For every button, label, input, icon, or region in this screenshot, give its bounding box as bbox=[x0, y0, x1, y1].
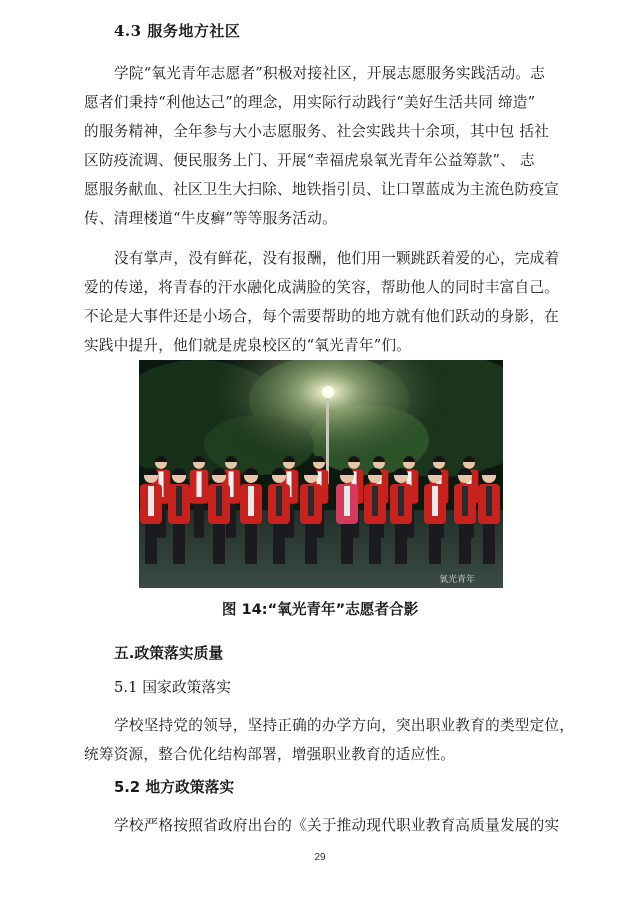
photo-watermark: 氧光青年 bbox=[439, 575, 476, 585]
paragraph-line: 的服务精神，全年参与大小志愿服务、社会实践共十余项，其中包 括社 bbox=[84, 123, 550, 140]
paragraph-line: 没有掌声，没有鲜花，没有报酬，他们用一颗跳跃着爱的心，完成着 bbox=[114, 250, 560, 267]
paragraph-line: 实践中提升，他们就是虎泉校区的“氧光青年”们。 bbox=[84, 337, 412, 354]
section-heading-5: 五.政策落实质量 bbox=[114, 645, 224, 662]
figure-caption: 图 14:“氧光青年”志愿者合影 bbox=[221, 601, 419, 618]
section-heading-4-3: 4.3 服务地方社区 bbox=[114, 22, 241, 40]
paragraph-line: 愿者们秉持“利他达己”的理念，用实际行动践行“美好生活共同 缔造” bbox=[84, 94, 536, 111]
paragraph-line: 学校坚持党的领导，坚持正确的办学方向，突出职业教育的类型定位， bbox=[114, 717, 575, 734]
volunteer-group-photo bbox=[139, 360, 503, 588]
paragraph-line: 愿服务献血、社区卫生大扫除、地铁指引员、让口罩蓝成为主流色防疫宣 bbox=[84, 181, 560, 198]
subsection-heading-5-2: 5.2 地方政策落实 bbox=[114, 779, 235, 796]
paragraph-line: 不论是大事件还是小场合，每个需要帮助的地方就有他们跃动的身影，在 bbox=[84, 308, 560, 325]
paragraph-line: 区防疫流调、便民服务上门、开展“幸福虎泉氧光青年公益筹款”、 志 bbox=[84, 152, 535, 169]
paragraph-line: 统筹资源，整合优化结构部署，增强职业教育的适应性。 bbox=[84, 746, 456, 763]
paragraph-line: 传、清理楼道“牛皮癣”等等服务活动。 bbox=[84, 210, 337, 227]
photo-illustration bbox=[139, 360, 503, 588]
subsection-heading-5-1: 5.1 国家政策落实 bbox=[114, 679, 232, 696]
paragraph-line: 学院“氧光青年志愿者”积极对接社区，开展志愿服务实践活动。志 bbox=[114, 65, 546, 82]
paragraph-line: 爱的传递，将青春的汗水融化成满脸的笑容，帮助他人的同时丰富自己。 bbox=[84, 279, 560, 296]
page-number: 29 bbox=[314, 852, 326, 863]
paragraph-line: 学校严格按照省政府出台的《关于推动现代职业教育高质量发展的实 bbox=[114, 817, 560, 834]
